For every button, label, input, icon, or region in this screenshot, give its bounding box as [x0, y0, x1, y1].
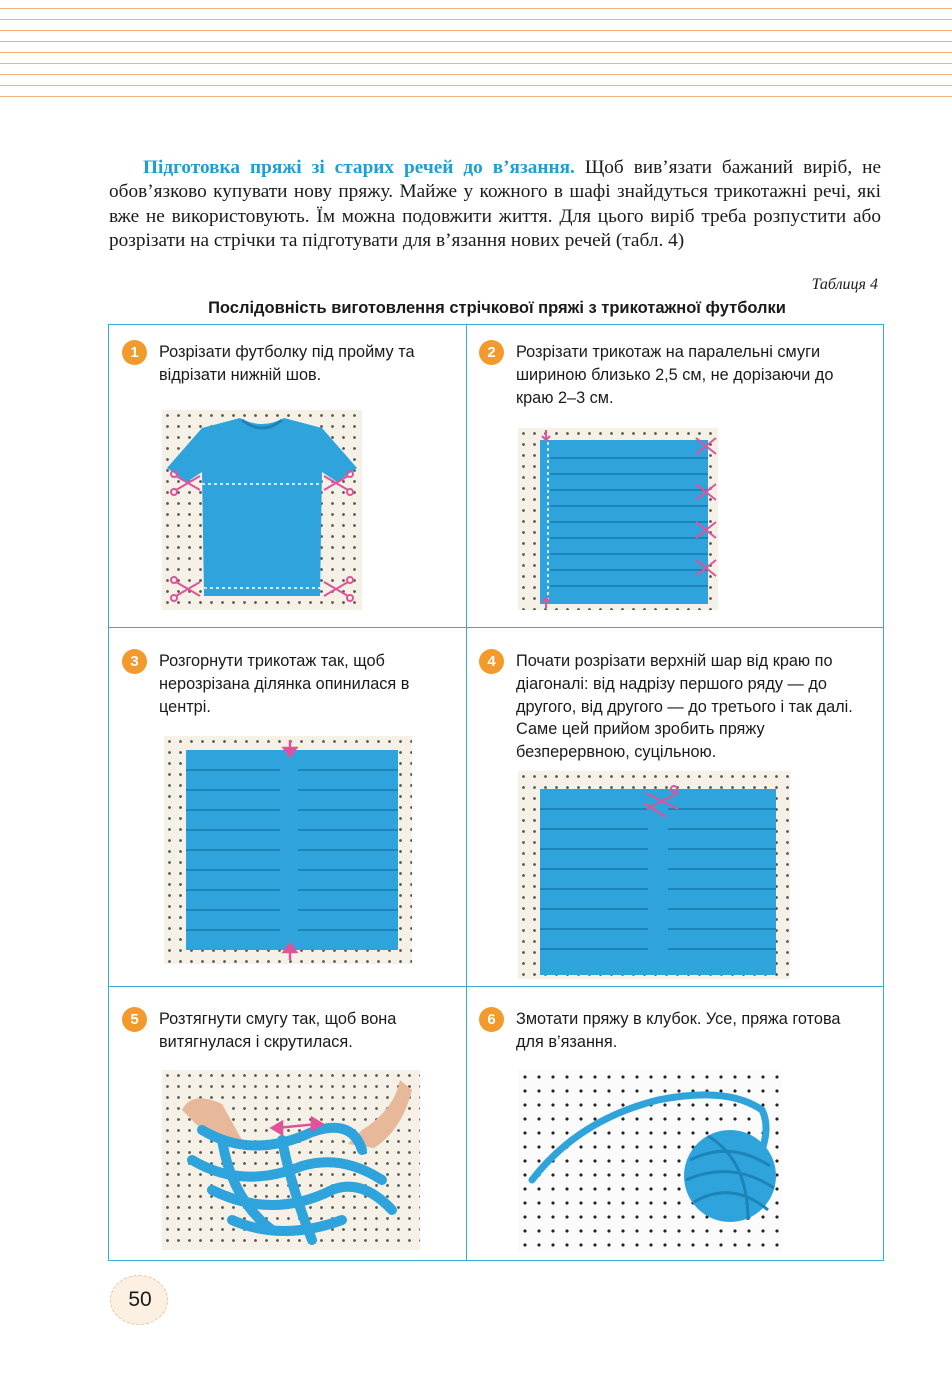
step-1-photo	[162, 410, 362, 610]
table-title: Послідовність виготовлення стрічкової пряжі з трикотажної футболки	[208, 299, 786, 317]
step-6-text: Змотати пряжу в клубок. Усе, пряжа готова для в’язання.	[516, 1010, 841, 1051]
step-3-photo	[164, 736, 412, 964]
header-decor-lines	[0, 0, 952, 110]
step-2-text: Розрізати трикотаж на паралельні смуги шириною близько 2,5 см, не дорізаючи до краю 2–3 см.	[516, 343, 834, 407]
page-number-badge	[110, 1275, 168, 1325]
step-5-photo	[162, 1070, 420, 1250]
step-6-badge: 6	[479, 1007, 504, 1032]
step-5-text: Розтягнути смугу так, щоб вона витягнулася і скрутилася.	[159, 1010, 397, 1051]
step-3-text: Розгорнути трикотаж так, щоб нерозрізана ділянка опинилася в центрі.	[159, 652, 410, 716]
step-2-photo	[518, 428, 718, 610]
step-1-text: Розрізати футболку під пройму та відрізати нижній шов.	[159, 343, 415, 384]
intro-body: Щоб вив’язати бажаний виріб, не обов’язково купувати нову пряжу. Майже у кожного в шафі знайдуться трикотажні речі, які вже не використовують. Їм можна подовжити життя. Для цього виріб треба розпустити або розрізати на стрічки та підготувати для в’язання нових речей (табл. 4)	[109, 157, 882, 252]
step-6-photo	[518, 1070, 782, 1252]
step-4-badge: 4	[479, 649, 504, 674]
step-2-badge: 2	[479, 340, 504, 365]
step-4-photo	[518, 771, 790, 979]
table-label: Таблиця 4	[811, 276, 878, 293]
step-1-badge: 1	[122, 340, 147, 365]
step-5-badge: 5	[122, 1007, 147, 1032]
intro-paragraph	[109, 156, 881, 254]
step-4-text: Почати розрізати верхній шар від краю по діагоналі: від надрізу першого ряду — до другого, від другого — до третього і так далі. Саме цей прийом зробить пряжу безперервною, суцільною.	[516, 652, 853, 762]
page-number: 50	[128, 1288, 152, 1311]
step-3-badge: 3	[122, 649, 147, 674]
intro-highlight: Підготовка пряжі зі старих речей до в’язання.	[143, 157, 575, 178]
